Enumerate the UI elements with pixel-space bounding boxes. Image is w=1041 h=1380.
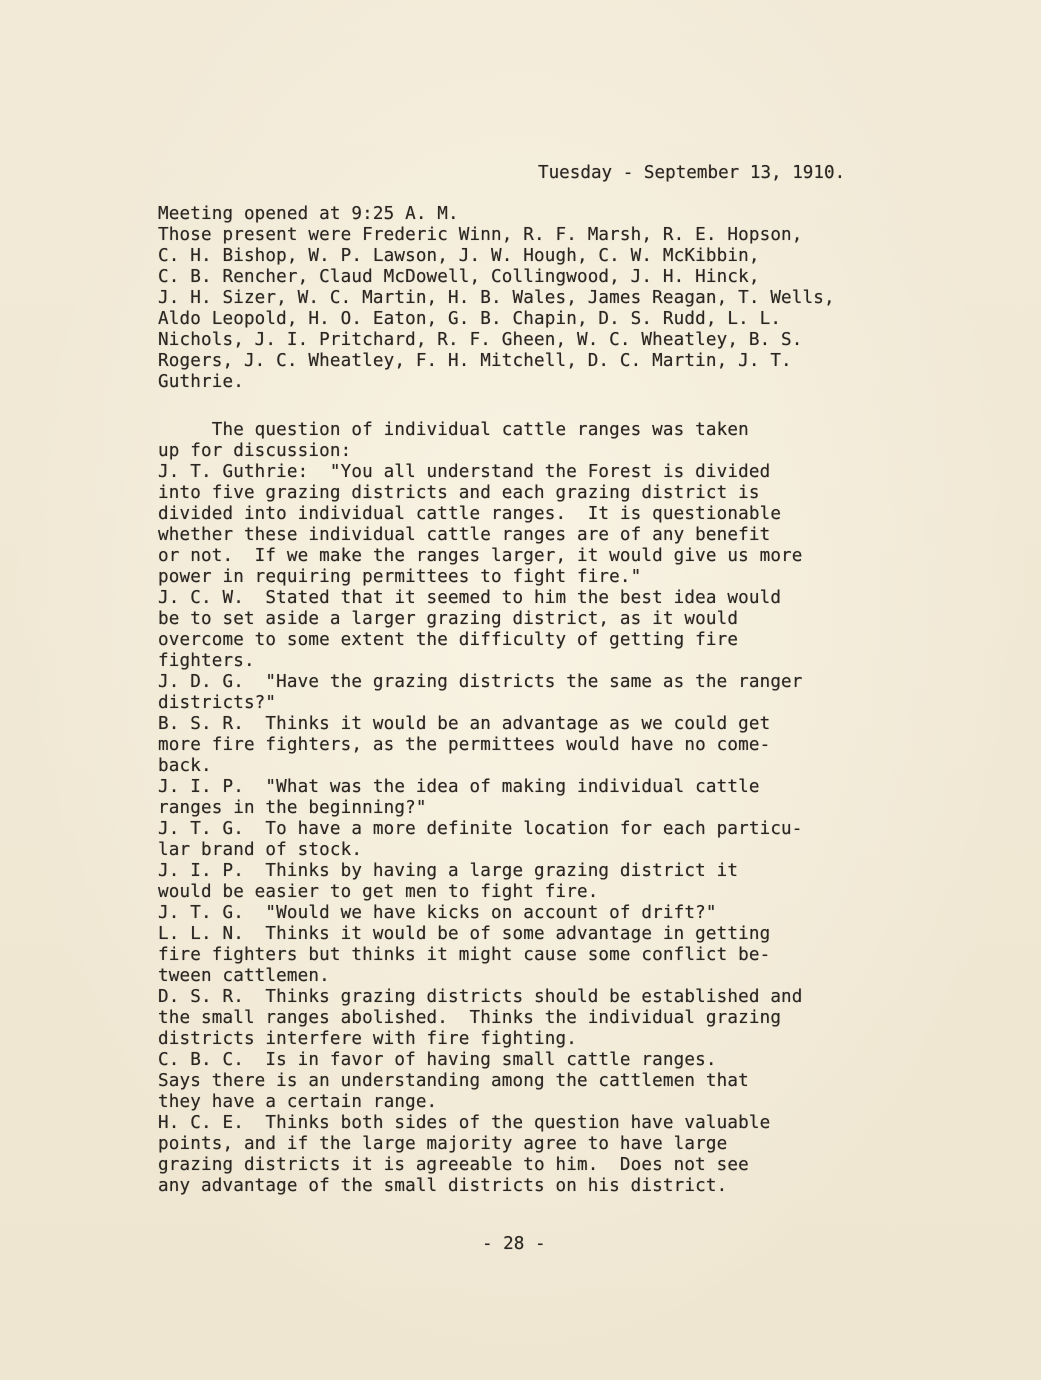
- discussion-line: J. C. W. Stated that it seemed to him the best idea would: [158, 588, 782, 608]
- discussion-line: J. T. Guthrie: "You all understand the Forest is divided: [158, 462, 771, 482]
- attendance-line: Nichols, J. I. Pritchard, R. F. Gheen, W. C. Wheatley, B. S.: [158, 330, 803, 350]
- discussion-line: J. D. G. "Have the grazing districts the same as the ranger: [158, 672, 803, 692]
- discussion-line: ranges in the beginning?": [158, 798, 427, 818]
- discussion-line: into five grazing districts and each grazing district is: [158, 483, 760, 503]
- discussion-line: J. I. P. Thinks by having a large grazing district it: [158, 861, 739, 881]
- discussion-line: districts interfere with fire fighting.: [158, 1029, 577, 1049]
- attendance-line: Meeting opened at 9:25 A. M.: [158, 204, 459, 224]
- discussion-line: B. S. R. Thinks it would be an advantage as we could get: [158, 714, 771, 734]
- discussion-line: power in requiring permittees to fight fire.": [158, 567, 642, 587]
- discussion-line: Says there is an understanding among the cattlemen that: [158, 1071, 749, 1091]
- discussion-line: more fire fighters, as the permittees would have no come-: [158, 735, 771, 755]
- discussion-line: overcome to some extent the difficulty of getting fire: [158, 630, 739, 650]
- discussion-line: L. L. N. Thinks it would be of some advantage in getting: [158, 924, 771, 944]
- discussion-line: the small ranges abolished. Thinks the individual grazing: [158, 1008, 782, 1028]
- discussion-line: points, and if the large majority agree to have large: [158, 1134, 728, 1154]
- discussion-line: they have a certain range.: [158, 1092, 438, 1112]
- discussion-line: J. T. G. To have a more definite location for each particu-: [158, 819, 803, 839]
- discussion-line: districts?": [158, 693, 277, 713]
- discussion-line: whether these individual cattle ranges are of any benefit: [158, 525, 771, 545]
- attendance-line: Aldo Leopold, H. O. Eaton, G. B. Chapin, D. S. Rudd, L. L.: [158, 309, 782, 329]
- discussion-line: would be easier to get men to fight fire.: [158, 882, 599, 902]
- discussion-line: C. B. C. Is in favor of having small cattle ranges.: [158, 1050, 717, 1070]
- attendance-line: C. B. Rencher, Claud McDowell, Collingwood, J. H. Hinck,: [158, 267, 760, 287]
- discussion-line: D. S. R. Thinks grazing districts should be established and: [158, 987, 803, 1007]
- discussion-line: grazing districts it is agreeable to him. Does not see: [158, 1155, 749, 1175]
- attendance-line: C. H. Bishop, W. P. Lawson, J. W. Hough, C. W. McKibbin,: [158, 246, 760, 266]
- meeting-date: Tuesday - September 13, 1910.: [538, 163, 846, 183]
- discussion-line: divided into individual cattle ranges. It is questionable: [158, 504, 782, 524]
- page-number: - 28 -: [482, 1234, 546, 1254]
- attendance-line: Rogers, J. C. Wheatley, F. H. Mitchell, D. C. Martin, J. T.: [158, 351, 792, 371]
- discussion-line: any advantage of the small districts on his district.: [158, 1176, 728, 1196]
- discussion-line: back.: [158, 756, 212, 776]
- attendance-line: J. H. Sizer, W. C. Martin, H. B. Wales, James Reagan, T. Wells,: [158, 288, 835, 308]
- discussion-line: lar brand of stock.: [158, 840, 363, 860]
- discussion-line: or not. If we make the ranges larger, it would give us more: [158, 546, 803, 566]
- discussion-line: The question of individual cattle ranges was taken: [158, 420, 749, 440]
- attendance-line: Guthrie.: [158, 372, 244, 392]
- discussion-line: fighters.: [158, 651, 255, 671]
- discussion-line: fire fighters but thinks it might cause some conflict be-: [158, 945, 771, 965]
- discussion-line: H. C. E. Thinks both sides of the question have valuable: [158, 1113, 771, 1133]
- discussion-line: up for discussion:: [158, 441, 352, 461]
- discussion-line: J. T. G. "Would we have kicks on account of drift?": [158, 903, 717, 923]
- attendance-line: Those present were Frederic Winn, R. F. Marsh, R. E. Hopson,: [158, 225, 803, 245]
- discussion-line: J. I. P. "What was the idea of making individual cattle: [158, 777, 760, 797]
- discussion-line: tween cattlemen.: [158, 966, 330, 986]
- discussion-line: be to set aside a larger grazing district, as it would: [158, 609, 739, 629]
